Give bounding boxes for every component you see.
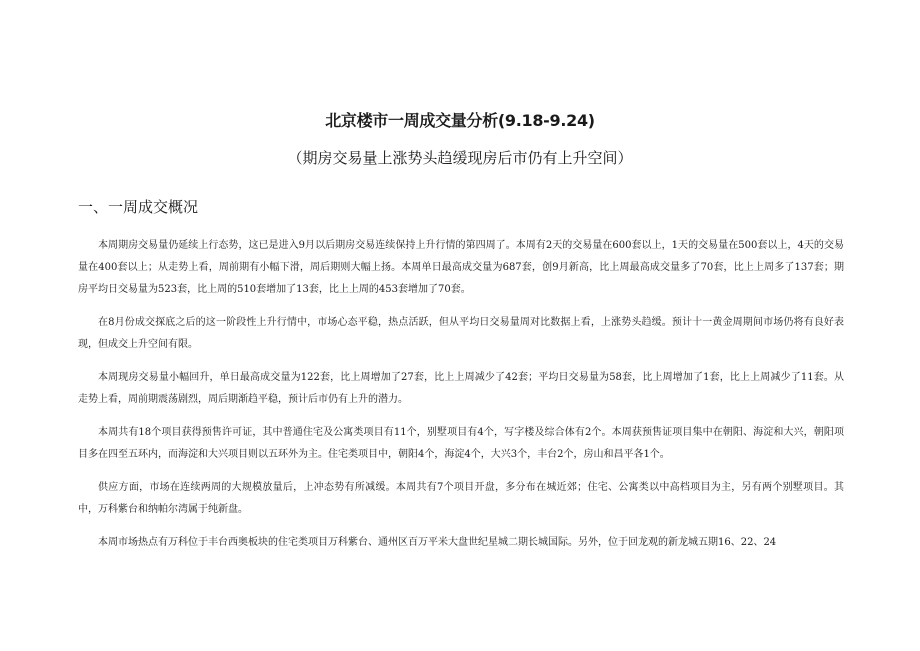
paragraph-5: 供应方面，市场在连续两周的大规模放量后，上冲态势有所减缓。本周共有7个项目开盘，多分布在城近郊；住宅、公寓类以中高档项目为主，另有两个别墅项目。其中，万科紫台和纳帕尔湾属于纯新盘。 (78, 482, 844, 515)
document-subtitle: （期房交易量上涨势头趋缓现房后市仍有上升空间） (287, 149, 633, 167)
document-title: 北京楼市一周成交量分析(9.18-9.24) (325, 111, 595, 130)
paragraph-1: 本周期房交易量仍延续上行态势，这已是进入9月以后期房交易连续保持上升行情的第四周了。本周有2天的交易量在600套以上，1天的交易量在500套以上，4天的交易量在400套以上；从走势上看，周前期有小幅下滑，周后期则大幅上扬。本周单日最高成交量为687套，创9月新高，比上周最高成交量多了70套，比上上周多了137套；期房平均日交易量为523套，比上周的510套增加了13套，比上上周的453套增加了70套。 (78, 240, 844, 295)
paragraph-2: 在8月份成交探底之后的这一阶段性上升行情中，市场心态平稳，热点活跃，但从平均日交易量周对比数据上看，上涨势头趋缓。预计十一黄金周期间市场仍将有良好表现，但成交上升空间有限。 (78, 317, 844, 350)
paragraph-6: 本周市场热点有万科位于丰台西奥板块的住宅类项目万科紫台、通州区百万平米大盘世纪星城二期长城国际。另外，位于回龙观的新龙城五期16、22、24 (98, 537, 777, 548)
section-heading: 一、一周成交概况 (78, 198, 199, 216)
paragraph-4: 本周共有18个项目获得预售许可证，其中普通住宅及公寓类项目有11个，别墅项目有4个，写字楼及综合体有2个。本周获预售证项目集中在朝阳、海淀和大兴，朝阳项目多在四至五环内，而海淀和大兴项目则以五环外为主。住宅类项目中，朝阳4个，海淀4个，大兴3个，丰台2个，房山和昌平各1个。 (78, 427, 844, 460)
document-body (78, 235, 844, 565)
paragraph-3: 本周现房交易量小幅回升，单日最高成交量为122套，比上周增加了27套，比上上周减少了42套；平均日交易量为58套，比上周增加了1套，比上上周减少了11套。从走势上看，周前期震荡剧烈，周后期渐趋平稳，预计后市仍有上升的潜力。 (78, 372, 844, 405)
